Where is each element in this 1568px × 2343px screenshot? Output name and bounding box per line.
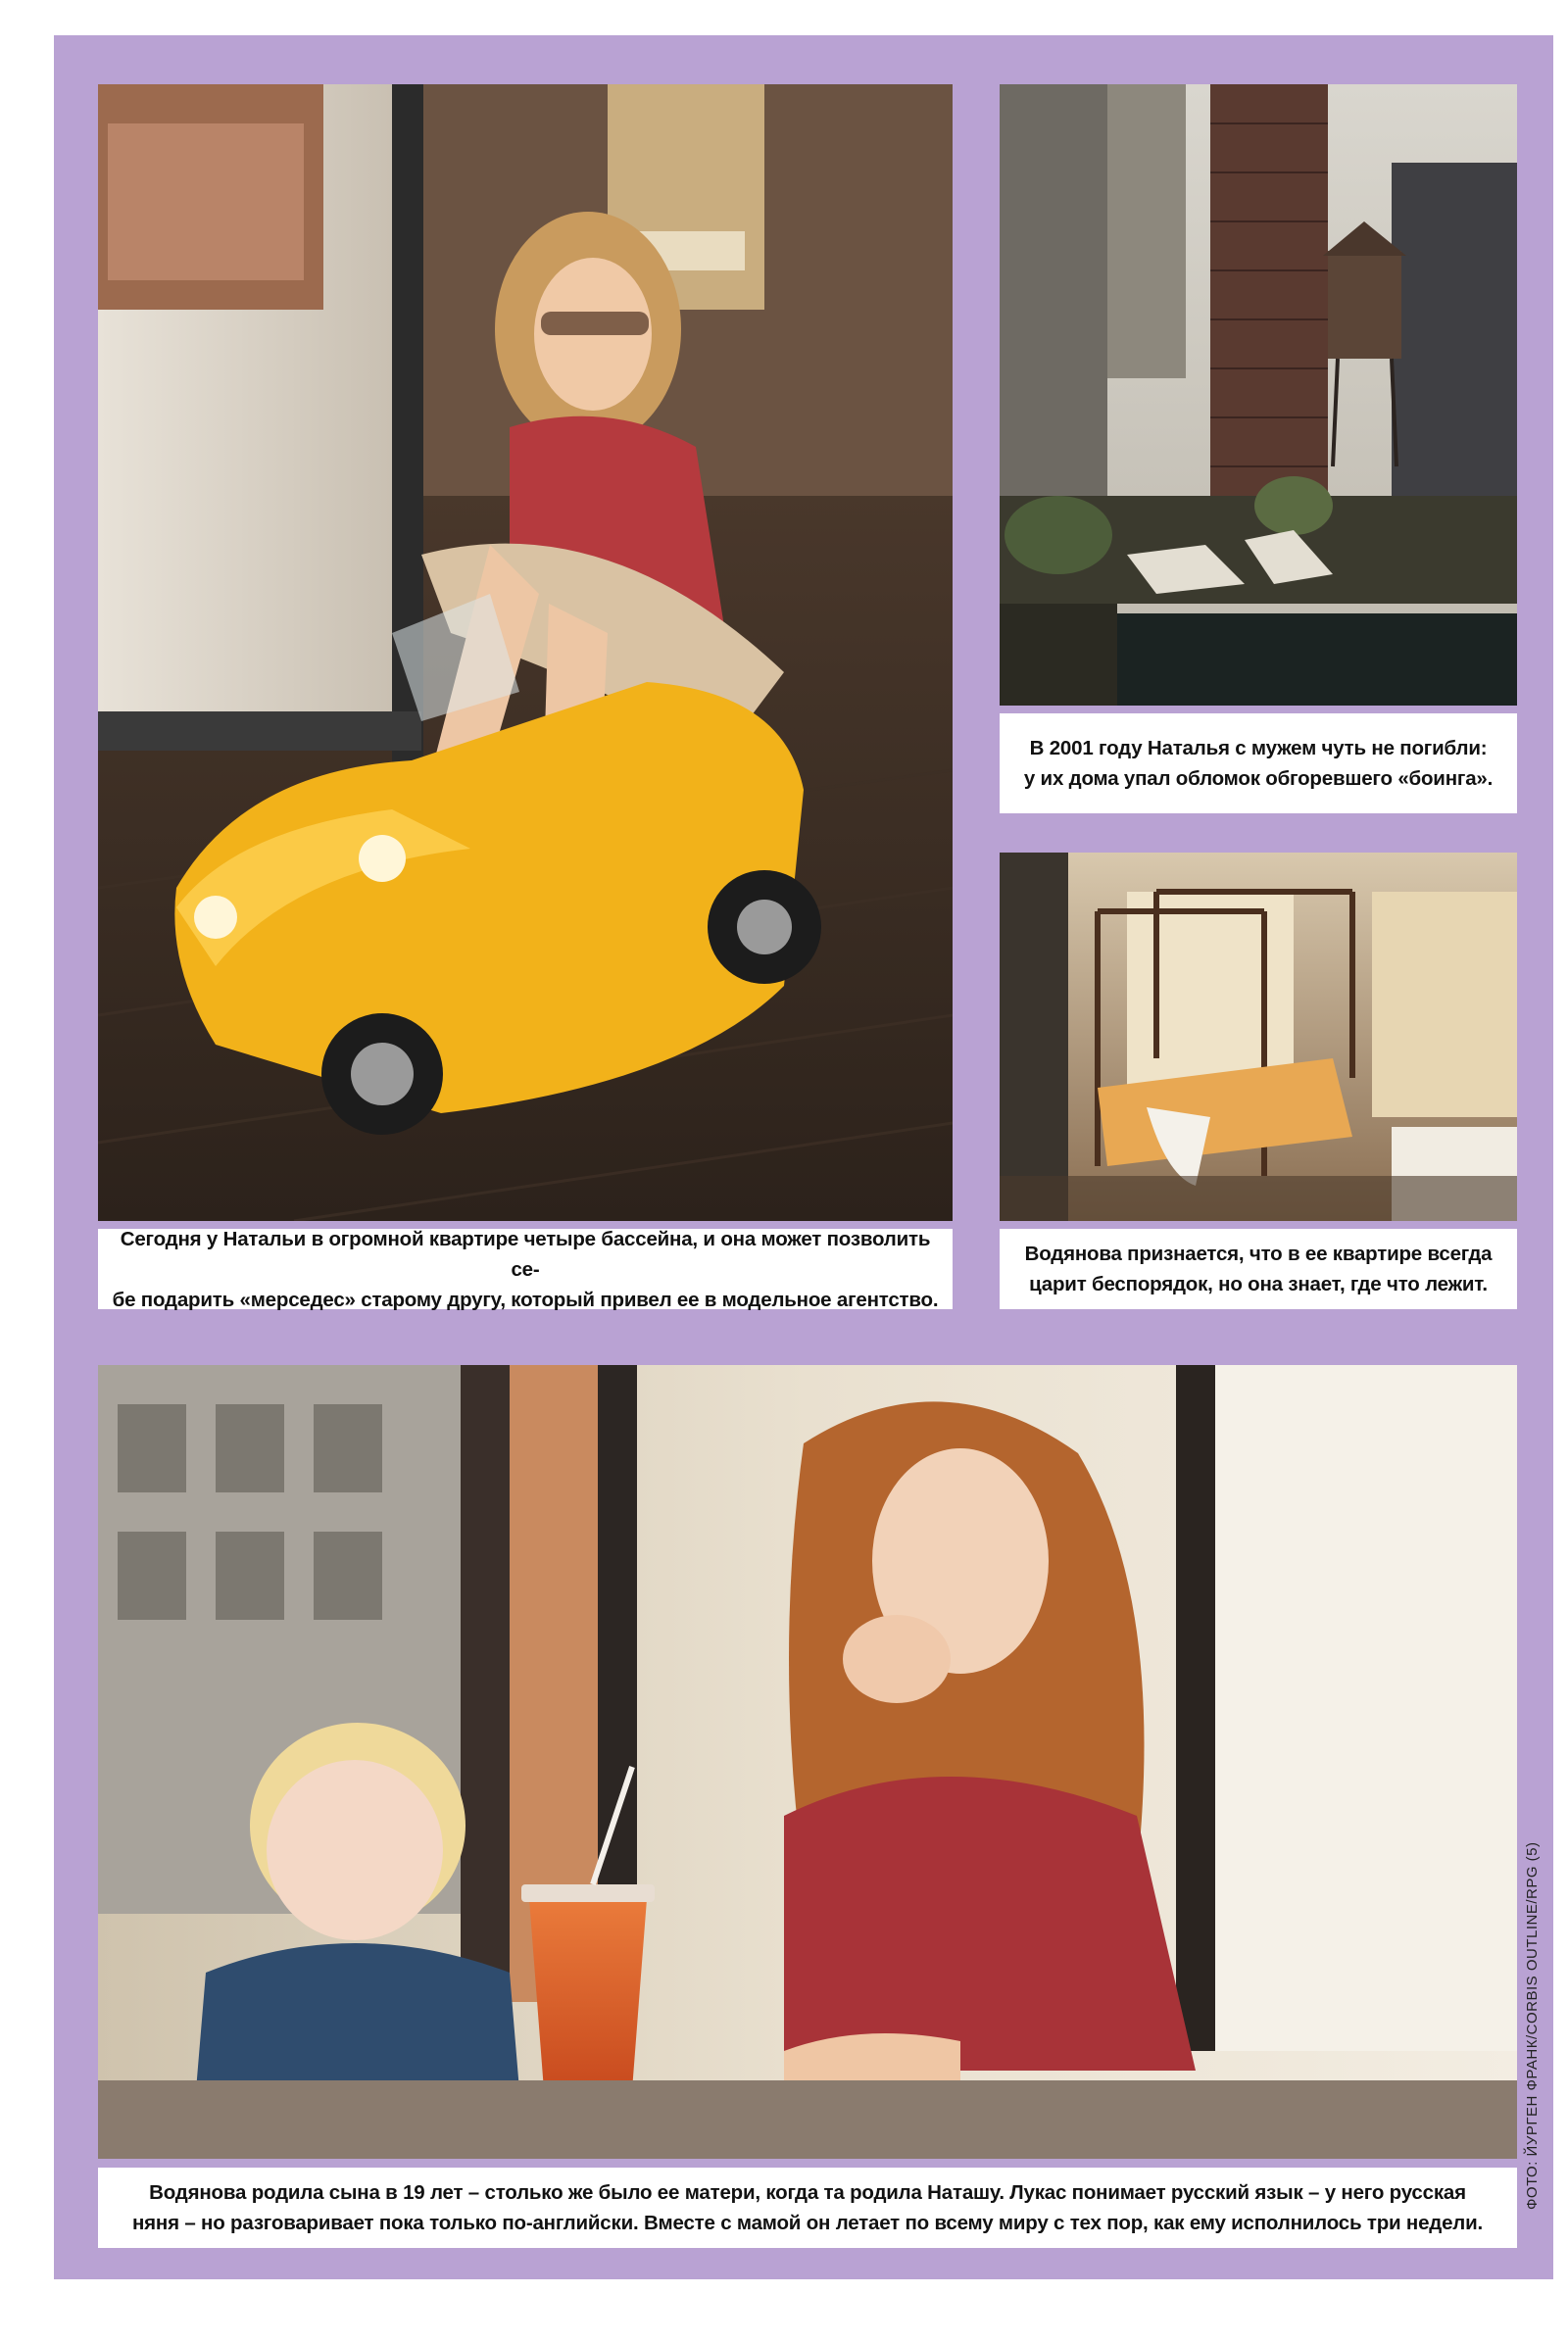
caption-mother-and-son-line2: няня – но разговаривает пока только по-английски. Вместе с мамой он летает по всему миру с тех пор, как ему исполнилось три недели. [131, 2212, 1484, 2234]
caption-rooftop-line2: у их дома упал обломок обгоревшего «боинга». [1023, 767, 1494, 790]
photo-credit: ФОТО: ЙУРГЕН ФРАНК/CORBIS OUTLINE/RPG (5) [1524, 1841, 1541, 2210]
photo-bedroom [1000, 853, 1517, 1221]
photo-woman-on-toy-car [98, 84, 953, 1221]
caption-toy-car-line2: бе подарить «мерседес» старому другу, который привел ее в модельное агентство. [112, 1288, 939, 1311]
caption-bedroom-line1: Водянова признается, что в ее квартире всегда [1024, 1243, 1493, 1265]
photo-rooftop-terrace [1000, 84, 1517, 706]
bedroom-scene [1000, 853, 1517, 1221]
toy-car-scene [98, 84, 953, 1221]
caption-rooftop [1000, 713, 1517, 813]
photo-mother-and-son [98, 1365, 1517, 2159]
caption-mother-and-son-line1: Водянова родила сына в 19 лет – столько же было ее матери, когда та родила Наташу. Лукас понимает русский язык – у него русская [149, 2181, 1466, 2204]
caption-bedroom [1000, 1229, 1517, 1309]
caption-toy-car-line1: Сегодня у Натальи в огромной квартире четыре бассейна, и она может позволить се- [120, 1227, 931, 1281]
caption-mother-and-son [98, 2168, 1517, 2248]
mother-son-scene [98, 1365, 1517, 2159]
caption-bedroom-line2: царит беспорядок, но она знает, где что лежит. [1029, 1273, 1488, 1295]
rooftop-scene [1000, 84, 1517, 706]
caption-rooftop-line1: В 2001 году Наталья с мужем чуть не погибли: [1029, 737, 1488, 759]
caption-toy-car [98, 1229, 953, 1309]
